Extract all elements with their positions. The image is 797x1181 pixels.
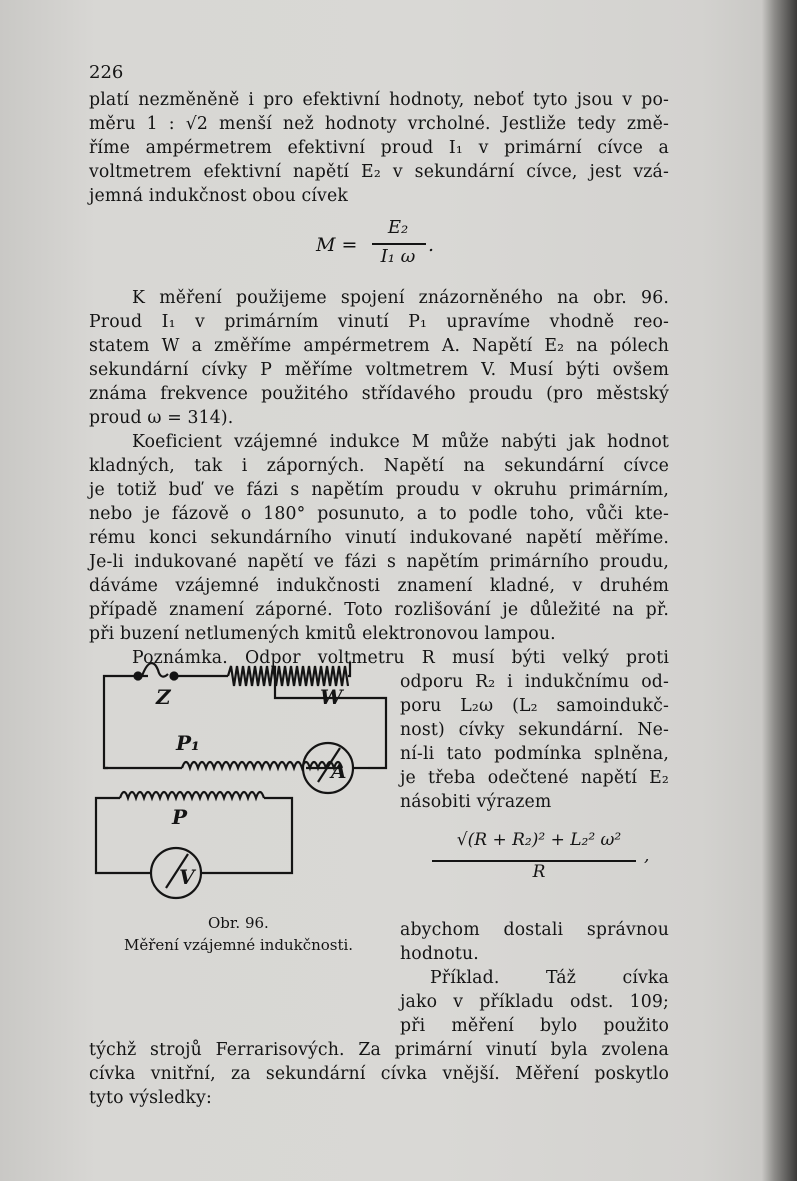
text-line: jemná indukčnost obou cívek [89,186,348,206]
text-line: nebo je fázově o 180° posunuto, a to podle toho, vůči kte- [89,504,669,524]
label-z: Z [156,685,171,709]
text-line: platí nezměněně i pro efektivní hodnoty, neboť tyto jsou v po- [89,90,669,110]
text-line: proud ω = 314). [89,408,234,428]
secondary-right-wire [202,798,292,873]
fraction-bar [372,243,426,245]
label-w: W [320,685,343,709]
text-line: Je-li indukované napětí ve fázi s napětím primárního proudu, [89,552,669,572]
label-p1: P₁ [176,731,200,755]
text-line: voltmetrem efektivní napětí E₂ v sekundární cívce, jest vzá- [89,162,669,182]
label-v: V [179,865,195,889]
text-line: týchž strojů Ferrarisových. Za primární vinutí byla zvolena [89,1040,669,1060]
text-line: Poznámka. Odpor voltmetru R musí býti velký proti [132,648,669,668]
text-line: nost) cívky sekundární. Ne- [400,720,669,740]
page-number: 226 [89,62,124,83]
text-line: statem W a změříme ampérmetrem A. Napětí E₂ na pólech [89,336,669,356]
formula-numerator: E₂ [387,217,409,238]
figure-caption-text: Měření vzájemné indukčnosti. [124,936,354,954]
text-line: je třeba odečtené napětí E₂ [400,768,669,788]
formula-trail: , [644,846,650,866]
formula-numerator: √(R + R₂)² + L₂² ω² [456,830,622,850]
text-line: Příklad. Táž cívka [430,968,669,988]
text-line: Koeficient vzájemné indukce M může nabýti jak hodnot [132,432,669,452]
text-line: abychom dostali správnou [400,920,669,940]
formula-lhs: M = [316,234,358,256]
rheostat-w-icon [228,666,348,686]
formula-denominator: I₁ ω [380,246,416,267]
formula-trail: . [428,234,435,256]
text-line: hodnotu. [400,944,479,964]
switch-contact-right [171,673,178,680]
formula-denominator: R [532,862,546,882]
text-line: při buzení netlumených kmitů elektronovou lampou. [89,624,556,644]
text-line: Proud I₁ v primárním vinutí P₁ upravíme vhodně reo- [89,312,669,332]
figure-caption-title: Obr. 96. [208,914,269,932]
text-line: kladných, tak i záporných. Napětí na sekundární cívce [89,456,669,476]
secondary-coil-icon [120,792,264,798]
text-line: K měření použijeme spojení znázorněného na obr. 96. [132,288,669,308]
text-line: sekundární cívky P měříme voltmetrem V. Musí býti ovšem [89,360,669,380]
text-line: ní-li tato podmínka splněna, [400,744,669,764]
text-line: známa frekvence použitého střídavého proudu (pro městský [89,384,669,404]
switch-contact-left [135,673,142,680]
text-line: dáváme vzájemné indukčnosti znamení kladné, v druhém [89,576,669,596]
text-line: je totiž buď ve fázi s napětím proudu v okruhu primárním, [89,480,669,500]
page-edge-shadow [762,0,797,1181]
circuit-diagram [90,648,400,916]
text-line: při měření bylo použito [400,1016,669,1036]
text-line: cívka vnitřní, za sekundární cívka vnější. Měření poskytlo [89,1064,669,1084]
secondary-left-wire [96,798,152,873]
text-line: říme ampérmetrem efektivní proud I₁ v primární cívce a [89,138,669,158]
text-line: jako v příkladu odst. 109; [400,992,669,1012]
label-a: A [331,759,347,783]
switch-z-icon [142,663,168,677]
text-line: měru 1 : √2 menší než hodnoty vrcholné. Jestliže tedy změ- [89,114,669,134]
text-line: poru L₂ω (L₂ samoindukč- [400,696,669,716]
text-line: násobiti výrazem [400,792,552,812]
label-p: P [172,805,188,829]
text-line: tyto výsledky: [89,1088,212,1108]
text-line: případě znamení záporné. Toto rozlišování je důležité na př. [89,600,669,620]
text-line: odporu R₂ i indukčnímu od- [400,672,669,692]
text-line: rému konci sekundárního vinutí indukované napětí měříme. [89,528,669,548]
